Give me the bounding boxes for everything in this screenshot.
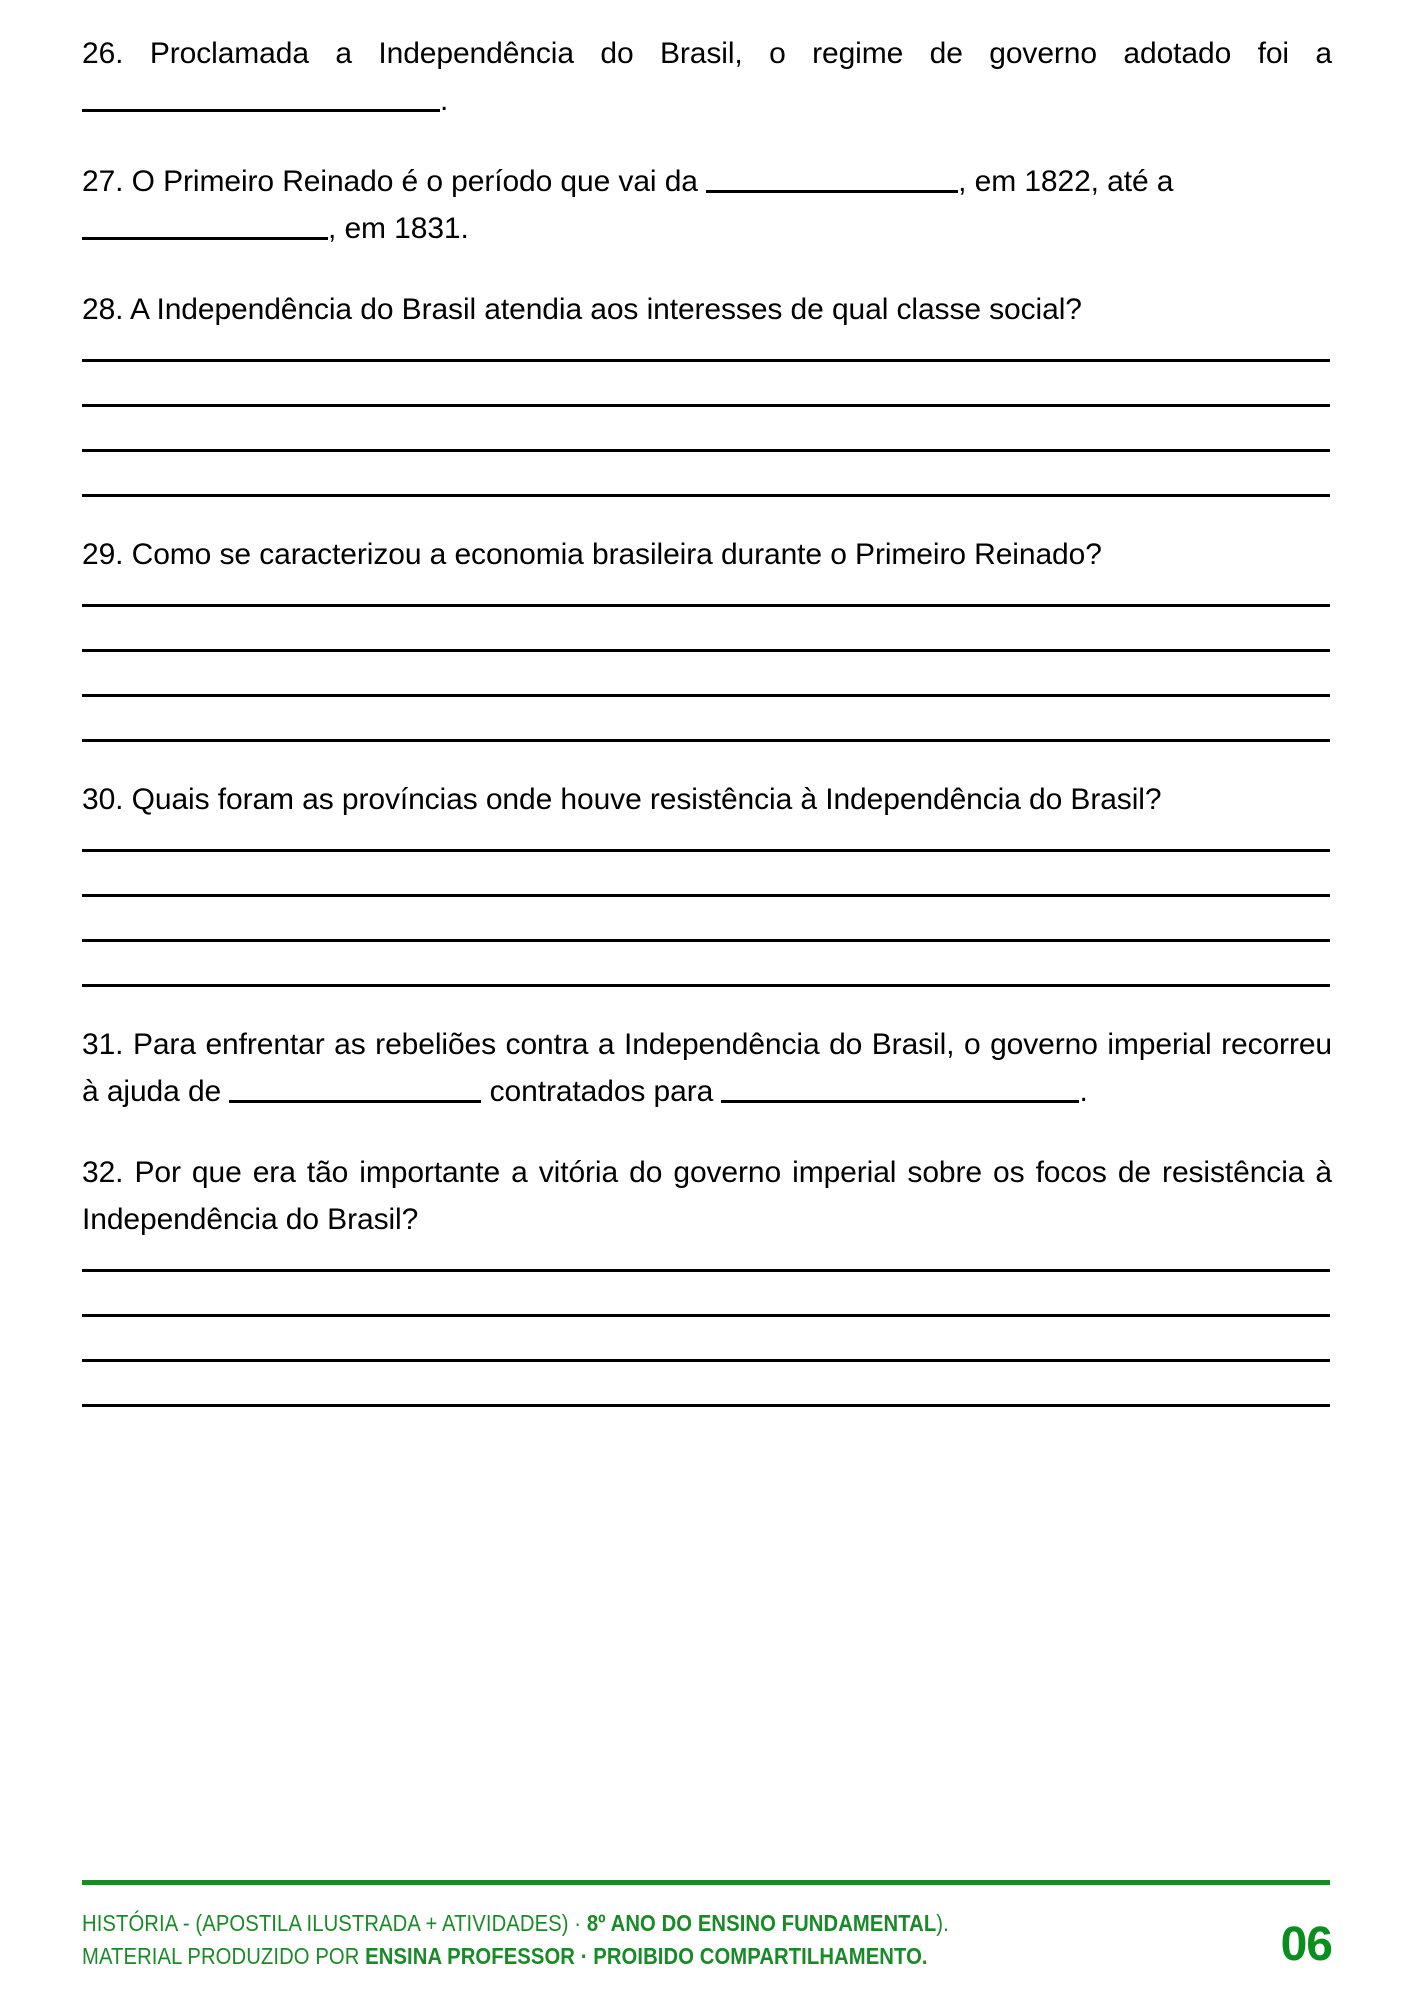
answer-rule[interactable] (82, 1359, 1330, 1362)
footer-credits (82, 1907, 1067, 1973)
question-26-blank-1[interactable] (82, 87, 440, 112)
answer-rule[interactable] (82, 694, 1330, 697)
question-block-31 (82, 1021, 1332, 1115)
footer-line-1-tail: ). (936, 1910, 949, 1936)
answer-rule[interactable] (82, 494, 1330, 497)
footer-body (82, 1907, 1332, 1973)
answer-rule[interactable] (82, 449, 1330, 452)
answer-rule[interactable] (82, 649, 1330, 652)
question-block-32 (82, 1149, 1332, 1407)
question-27-middle: , em 1822, até a (958, 165, 1174, 198)
question-block-28 (82, 286, 1332, 497)
question-32-answer-lines[interactable] (82, 1269, 1332, 1407)
question-31-prompt: 31. Para enfrentar as rebeliões contra a Independência do Brasil, o governo imperial recorreu à ajuda de (82, 1028, 1332, 1108)
answer-rule[interactable] (82, 604, 1330, 607)
question-29-answer-lines[interactable] (82, 604, 1332, 742)
question-27-text (82, 158, 1332, 252)
footer-line-2-normal: MATERIAL PRODUZIDO POR (82, 1943, 366, 1969)
answer-rule[interactable] (82, 359, 1330, 362)
question-28-text: 28. A Independência do Brasil atendia aos interesses de qual classe social? (82, 293, 1082, 326)
footer-line-1 (82, 1907, 949, 1940)
question-28-answer-lines[interactable] (82, 359, 1332, 497)
footer-line-1-bold: 8º ANO DO ENSINO FUNDAMENTAL (586, 1910, 937, 1936)
footer-divider (82, 1880, 1330, 1885)
question-30-text: 30. Quais foram as províncias onde houve resistência à Independência do Brasil? (82, 783, 1162, 816)
answer-rule[interactable] (82, 1269, 1330, 1272)
question-31-period: . (1079, 1075, 1088, 1108)
question-block-29 (82, 531, 1332, 742)
questions-container (82, 30, 1332, 1441)
answer-rule[interactable] (82, 1314, 1330, 1317)
question-26-prompt: 26. Proclamada a Independência do Brasil, o regime de governo adotado foi a (82, 37, 1332, 70)
footer-line-2-bold: ENSINA PROFESSOR · PROIBIDO COMPARTILHAMENTO. (365, 1943, 928, 1969)
answer-rule[interactable] (82, 739, 1330, 742)
question-27-blank-2[interactable] (82, 215, 328, 240)
answer-rule[interactable] (82, 849, 1330, 852)
question-27-prompt: 27. O Primeiro Reinado é o período que vai da (82, 165, 698, 198)
question-29-text: 29. Como se caracterizou a economia brasileira durante o Primeiro Reinado? (82, 538, 1102, 571)
question-block-26 (82, 30, 1332, 124)
question-31-blank-1[interactable] (229, 1078, 481, 1103)
page-footer (82, 1880, 1332, 1973)
question-30-answer-lines[interactable] (82, 849, 1332, 987)
question-32-text: 32. Por que era tão importante a vitória do governo imperial sobre os focos de resistência à Independência do Brasil? (82, 1156, 1332, 1236)
footer-line-1-normal: HISTÓRIA - (APOSTILA ILUSTRADA + ATIVIDADES) · (82, 1910, 587, 1936)
question-31-text (82, 1021, 1332, 1115)
answer-rule[interactable] (82, 1404, 1330, 1407)
answer-rule[interactable] (82, 984, 1330, 987)
footer-line-2 (82, 1940, 949, 1973)
question-31-blank-2[interactable] (721, 1078, 1079, 1103)
question-26-period: . (440, 84, 449, 117)
answer-rule[interactable] (82, 404, 1330, 407)
question-27-tail: , em 1831. (328, 212, 469, 245)
question-block-30 (82, 776, 1332, 987)
answer-rule[interactable] (82, 894, 1330, 897)
answer-rule[interactable] (82, 939, 1330, 942)
question-26-text (82, 30, 1332, 124)
page-number: 06 (1280, 1918, 1332, 1971)
question-block-27 (82, 158, 1332, 252)
question-31-middle: contratados para (489, 1075, 714, 1108)
question-27-blank-1[interactable] (706, 168, 958, 193)
